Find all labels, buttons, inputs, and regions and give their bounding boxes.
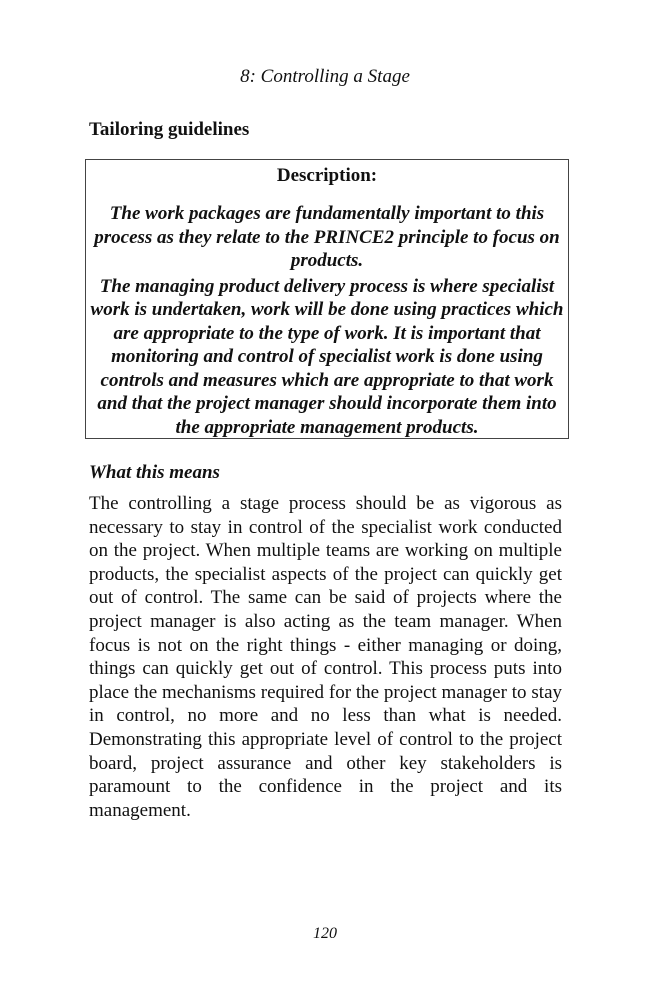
description-paragraph-1: The work packages are fundamentally important to this process as they relate to the PRINCE2 principle to focus on products. — [94, 203, 560, 271]
what-this-means-heading: What this means — [89, 462, 220, 483]
description-box — [85, 159, 569, 439]
description-paragraph-2: The managing product delivery process is where specialist work is undertaken, work will be done using practices which are appropriate to the type of work. It is important that monitoring and control of specialist work is done using controls and measures which are appropriate to that work and that the project manager should incorporate them into the appropriate management products. — [90, 275, 564, 438]
section-heading: Tailoring guidelines — [89, 119, 250, 140]
running-header: 8: Controlling a Stage — [240, 66, 410, 87]
description-title: Description: — [276, 165, 378, 186]
body-paragraph: The controlling a stage process should be as vigorous as necessary to stay in control of the specialist work conducted on the project. When multiple teams are working on multiple products, the specialist aspects of the project can quickly get out of control. The same can be said of projects where the project manager is also acting as the team manager. When focus is not on the right things - either managing or doing, things can quickly get out of control. This process puts into place the mechanisms required for the project manager to stay in control, no more and no less than what is needed. Demonstrating this appropriate level of control to the project board, project assurance and other key stakeholders is paramount to the confidence in the project and its management. — [89, 493, 562, 821]
page-number: 120 — [313, 925, 337, 942]
